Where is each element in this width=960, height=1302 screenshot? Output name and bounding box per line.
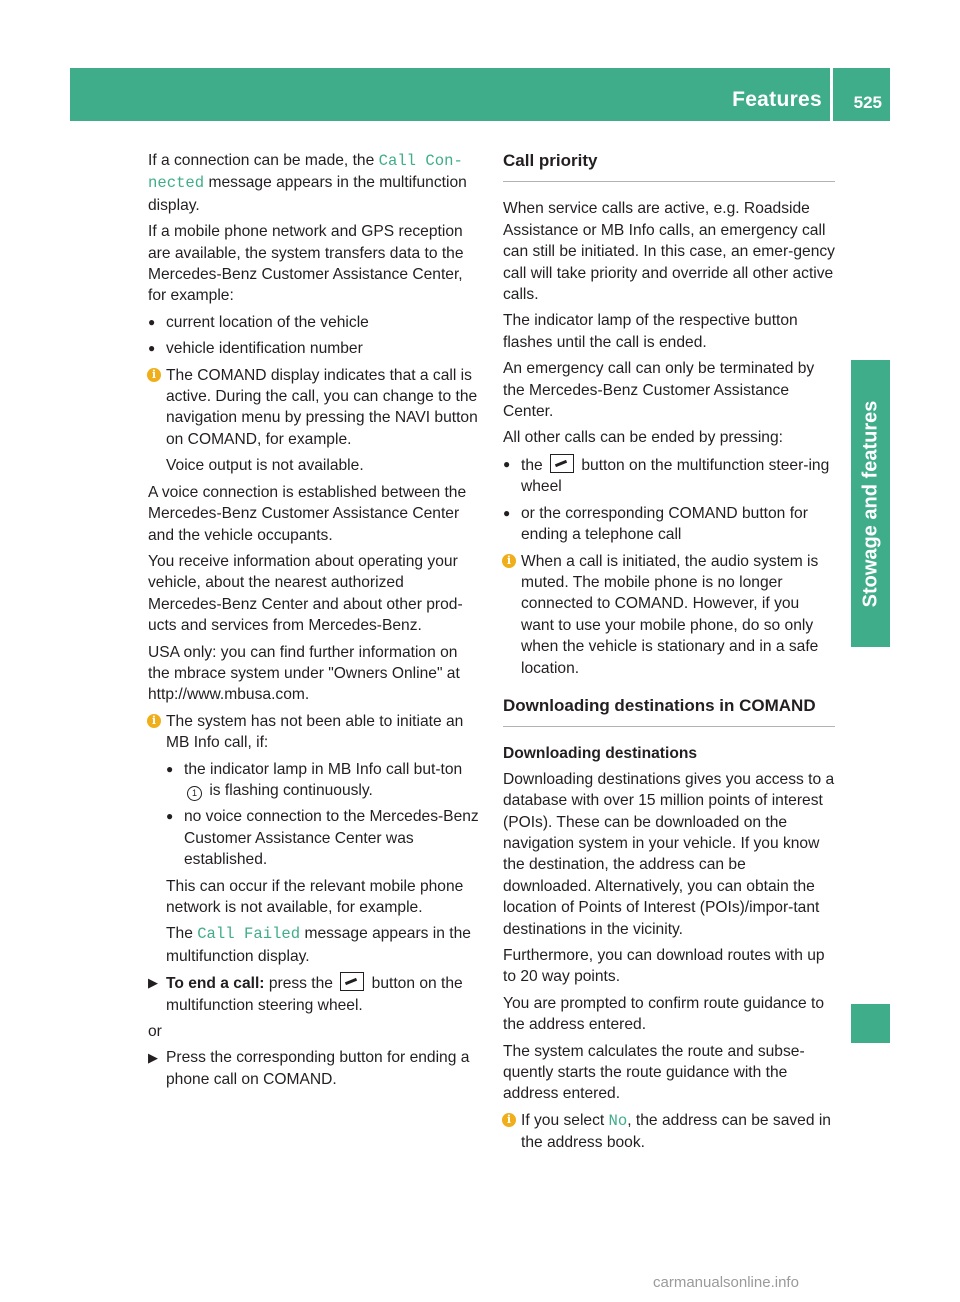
left-column [148, 150, 480, 1095]
list-item: ● vehicle identification number [148, 338, 480, 359]
watermark: carmanualsonline.info [653, 1274, 799, 1291]
display-option-no: No [608, 1111, 628, 1130]
paragraph: A voice connection is established between the Mercedes-Benz Customer Assistance Center and the vehicle occupants. [148, 483, 467, 544]
section-title: Features [732, 88, 822, 111]
paragraph: When service calls are active, e.g. Roadside Assistance or MB Info calls, an emergency call can still be initiated. In this case, an emer‐gency call will take priority and override all other active calls. [503, 200, 835, 304]
hang-up-phone-icon [340, 972, 364, 991]
paragraph: Furthermore, you can download routes with up to 20 way points. [503, 947, 825, 986]
bullet-icon: ● [503, 456, 511, 471]
bullet-icon: ● [503, 505, 511, 520]
info-icon: i [502, 1113, 516, 1127]
right-column [503, 150, 835, 1159]
chapter-tab-label: Stowage and features [859, 400, 881, 607]
bullet-icon: ● [166, 761, 174, 776]
action-step: ▶ To end a call: press the button on the multifunction steering wheel. [148, 972, 480, 1016]
paragraph: You are prompted to confirm route guidance to the address entered. [503, 994, 825, 1034]
bullet-icon: ● [166, 809, 174, 824]
info-note: i The system has not been able to initiate an MB Info call, if: [148, 711, 480, 754]
info-icon: i [147, 714, 161, 728]
list-item: ● the button on the multifunction steer‐ing wheel [503, 454, 835, 498]
paragraph: The Call Failed message appears in the multifunction display. [166, 925, 471, 965]
chapter-marker [851, 1004, 890, 1043]
paragraph: An emergency call can only be terminated by the Mercedes-Benz Customer Assistance Center. [503, 360, 815, 421]
display-message-call-connected: Call Con‐nected [148, 152, 463, 193]
sub-heading: Downloading destinations [503, 745, 698, 763]
paragraph: or [148, 1023, 162, 1041]
chapter-tab [851, 360, 890, 647]
info-note: i The COMAND display indicates that a call is active. During the call, you can change to the navigation menu by pressing the NAVI button on COMAND, for example. Voice output is not available. [148, 365, 480, 477]
button-number-icon: 1 [187, 786, 202, 801]
section-heading: Downloading destinations in COMAND [503, 695, 835, 727]
list-item: ● or the corresponding COMAND button for ending a telephone call [503, 504, 808, 544]
page-number: 525 [853, 93, 882, 112]
info-icon: i [147, 368, 161, 382]
paragraph: You receive information about operating your vehicle, about the nearest authorized Mercedes-Benz Center and about other prod‐ucts and services from Mercedes-Benz. [148, 552, 463, 635]
paragraph: The indicator lamp of the respective button flashes until the call is ended. [503, 312, 798, 351]
list-item: ● current location of the vehicle [148, 312, 480, 333]
header-bar [70, 68, 890, 121]
paragraph: This can occur if the relevant mobile phone network is not available, for example. [166, 877, 464, 916]
info-note: i When a call is initiated, the audio system is muted. The mobile phone is no longer connected to COMAND. However, if you want to use your mobile phone, do so only when the vehicle is stationary and in a safe location. [503, 551, 835, 679]
action-step: ▶ Press the corresponding button for ending a phone call on COMAND. [148, 1049, 470, 1088]
paragraph: The system calculates the route and subse‐quently starts the route guidance with the address entered. [503, 1042, 805, 1103]
bullet-icon: ● [148, 341, 156, 356]
paragraph: If a connection can be made, the Call Con‐nected message appears in the multifunction display. [148, 152, 467, 214]
action-arrow-icon: ▶ [148, 1050, 158, 1066]
paragraph: USA only: you can find further information on the mbrace system under "Owners Online" at http://www.mbusa.com. [148, 643, 460, 704]
header-divider [830, 68, 833, 121]
paragraph: All other calls can be ended by pressing: [503, 429, 783, 447]
info-note: i If you select No, the address can be saved in the address book. [503, 1110, 835, 1154]
paragraph: Downloading destinations gives you access to a database with over 15 million points of interest (POIs). These can be downloaded on the navigation system in your vehicle. If you know the destination, the address can be downloaded. Alternatively, you can obtain the location of Points of Interest (POIs)/impor‐tant destinations in the vicinity. [503, 770, 835, 938]
hang-up-phone-icon [550, 454, 574, 473]
list-item: ● the indicator lamp in MB Info call but‐ton 1 is flashing continuously. [166, 760, 463, 799]
list-item: ● no voice connection to the Mercedes-Benz Customer Assistance Center was established. [166, 808, 479, 869]
paragraph: If a mobile phone network and GPS reception are available, the system transfers data to the Mercedes-Benz Customer Assistance Center, for example: [148, 223, 464, 305]
bullet-icon: ● [148, 314, 156, 329]
action-arrow-icon: ▶ [148, 975, 158, 991]
section-heading: Call priority [503, 150, 835, 182]
display-message-call-failed: Call Failed [197, 925, 301, 944]
info-icon: i [502, 554, 516, 568]
